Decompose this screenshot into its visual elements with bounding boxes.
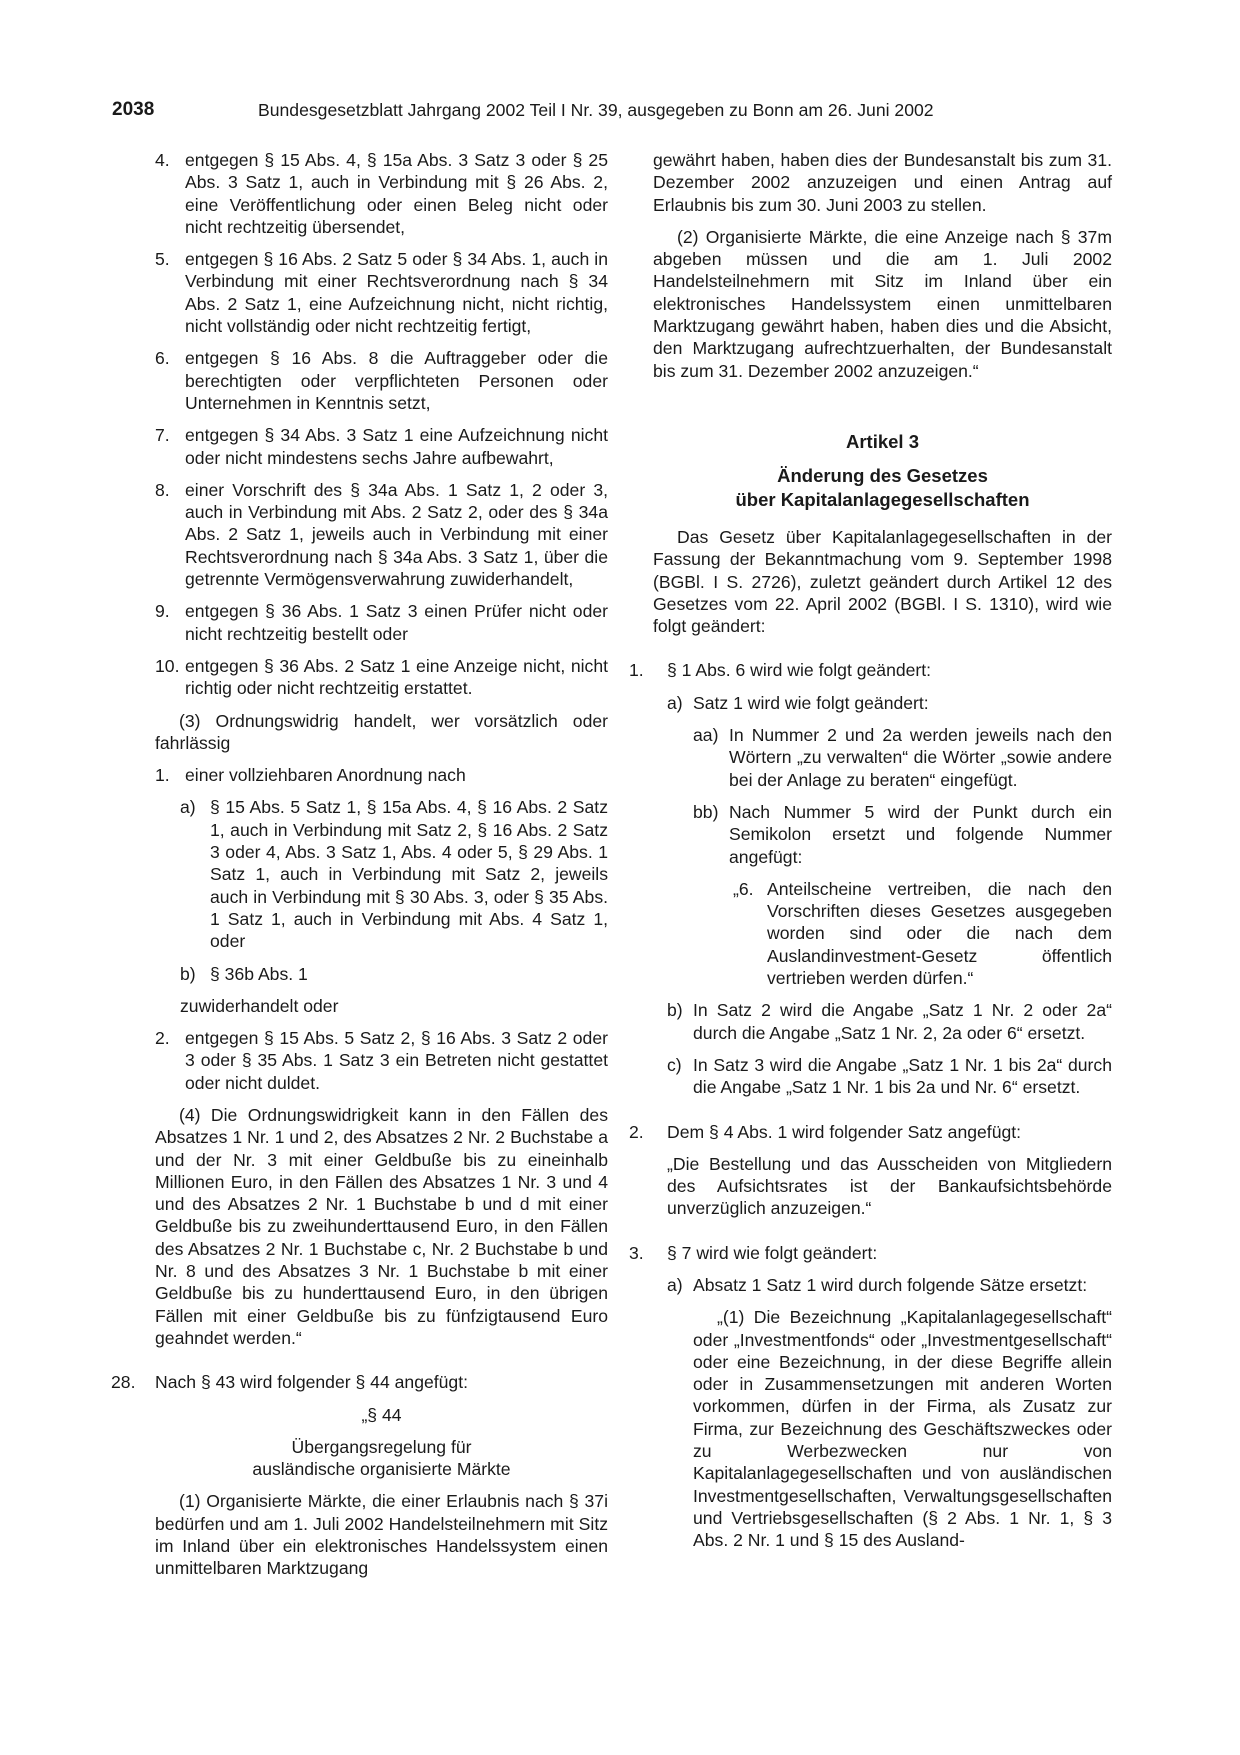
item-text: entgegen § 15 Abs. 4, § 15a Abs. 3 Satz 3 oder § 25 Abs. 3 Satz 1, auch in Verbindung mit § 26 Abs. 2, eine Veröffentlichung oder einen Beleg nicht oder nicht rechtzeitig übersendet, <box>185 150 608 237</box>
list-item <box>155 248 608 337</box>
item-number: 1. <box>155 765 170 786</box>
item-number: 3. <box>629 1242 644 1263</box>
item-text: In Satz 3 wird die Angabe „Satz 1 Nr. 1 bis 2a“ durch die Angabe „Satz 1 Nr. 1 bis 2a und Nr. 6“ ersetzt. <box>693 1054 1112 1098</box>
item-number: „6. <box>733 878 754 899</box>
list-item <box>667 1054 1112 1099</box>
list-item <box>180 963 608 985</box>
section-44-paragraph-1: (1) Organisierte Märkte, die einer Erlaubnis nach § 37i bedürfen und am 1. Juli 2002 Handelsteilnehmern mit Sitz im Inland über ein elektronisches Handelssystem einen unmittelbaren Marktzugang <box>155 1491 608 1579</box>
running-head: Bundesgesetzblatt Jahrgang 2002 Teil I Nr. 39, ausgegeben zu Bonn am 26. Juni 2002 <box>258 100 934 120</box>
item-number: a) <box>667 1274 683 1295</box>
paragraph-4: (4) Die Ordnungswidrigkeit kann in den Fällen des Absatzes 1 Nr. 1 und 2, des Absatzes 2 Nr. 2 Buchstabe a und der Nr. 3 mit einer Geldbuße bis zu eineinhalb Millionen Euro, in den Fällen des Absatzes 1 Nr. 3 und 4 und des Absatzes 2 Nr. 1 Buchstabe b und d mit einer Geldbuße bis zu zweihunderttausend Euro, in den Fällen des Absatzes 2 Nr. 1 Buchstabe c, Nr. 2 Buchstabe b und Nr. 8 und des Absatzes 3 Nr. 1 Buchstabe b mit einer Geldbuße bis zu hunderttausend Euro, in den übrigen Fällen mit einer Geldbuße bis zu fünfzigtausend Euro geahndet werden.“ <box>155 1104 608 1348</box>
list-item <box>155 149 608 238</box>
continuation-text: gewährt haben, haben dies der Bundesanstalt bis zum 31. Dezember 2002 anzuzeigen und einen Antrag auf Erlaubnis bis zum 30. Juni 2003 zu stellen. <box>653 150 1112 215</box>
item-text: § 36b Abs. 1 <box>210 963 308 984</box>
item-text: entgegen § 34 Abs. 3 Satz 1 eine Aufzeichnung nicht oder nicht mindestens sechs Jahre aufbewahrt, <box>185 425 608 468</box>
item-number: bb) <box>693 801 719 822</box>
item-text: Anteilscheine vertreiben, die nach den Vorschriften dieses Gesetzes ausgegeben worden sind oder die nach dem Auslandinvestment-Gesetz öffentlich vertrieben werden dürfen.“ <box>767 878 1112 989</box>
item-text: § 7 wird wie folgt geändert: <box>667 1242 878 1263</box>
item-number: 2. <box>155 1028 170 1049</box>
item-text: entgegen § 16 Abs. 2 Satz 5 oder § 34 Abs. 1, auch in Verbindung mit einer Rechtsverordnung nach § 34 Abs. 2 Satz 1, eine Aufzeichnung nicht, nicht richtig, nicht vollständig oder nicht rechtzeitig fertigt, <box>185 249 608 337</box>
list-item <box>629 659 1112 681</box>
item-number: 4. <box>155 150 170 170</box>
item-text: entgegen § 36 Abs. 1 Satz 3 einen Prüfer nicht oder nicht rechtzeitig bestellt oder <box>185 601 608 644</box>
item-number: 8. <box>155 479 170 500</box>
item-number: c) <box>667 1054 682 1075</box>
list-item <box>155 424 608 469</box>
item-number: a) <box>180 797 196 818</box>
list-item <box>155 600 608 645</box>
item-text: Dem § 4 Abs. 1 wird folgender Satz angefügt: <box>667 1121 1022 1142</box>
item-number: 9. <box>155 601 170 622</box>
item-number: b) <box>180 963 196 984</box>
item-text: Satz 1 wird wie folgt geändert: <box>693 692 929 713</box>
item-number: 2. <box>629 1121 644 1142</box>
item-text: Absatz 1 Satz 1 wird durch folgende Sätze ersetzt: <box>693 1274 1088 1295</box>
item-number: b) <box>667 1000 683 1021</box>
item-text: einer vollziehbaren Anordnung nach <box>185 765 466 786</box>
item-number: 7. <box>155 425 170 446</box>
list-item <box>155 1027 608 1094</box>
article-label: Artikel 3 <box>845 430 919 452</box>
item-text: In Nummer 2 und 2a werden jeweils nach den Wörtern „zu verwalten“ die Wörter „sowie andere bei der Anlage zu beraten“ eingefügt. <box>729 725 1112 790</box>
item-number: a) <box>667 692 683 713</box>
list-item <box>693 801 1112 868</box>
section-44-title-line1: Übergangsregelung für <box>291 1436 472 1457</box>
section-44-title-line2: ausländische organisierte Märkte <box>252 1459 511 1480</box>
item-text: Nach Nummer 5 wird der Punkt durch ein Semikolon ersetzt und folgende Nummer angefügt: <box>729 801 1112 867</box>
list-item <box>155 764 608 786</box>
list-item <box>629 1242 1112 1264</box>
paragraph-3: (3) Ordnungswidrig handelt, wer vorsätzlich oder fahrlässig <box>155 710 608 753</box>
list-item <box>629 1121 1112 1143</box>
article-intro: Das Gesetz über Kapitalanlagegesellschaften in der Fassung der Bekanntmachung vom 9. September 1998 (BGBl. I S. 2726), zuletzt geändert durch Artikel 12 des Gesetzes vom 22. April 2002 (BGBl. I S. 1310), wird wie folgt geändert: <box>653 526 1112 637</box>
quote-text: „Die Bestellung und das Ausscheiden von Mitgliedern des Aufsichtsrates ist der Bankaufsichtsbehörde unverzüglich anzuzeigen.“ <box>667 1153 1112 1219</box>
list-item <box>733 878 1112 989</box>
section-44-paragraph-2: (2) Organisierte Märkte, die eine Anzeige nach § 37m abgeben müssen und die am 1. Juli 2002 Handelsteilnehmern mit Sitz im Inland über ein elektronisches Handelssystem einen unmittelbaren Marktzugang gewährt haben, haben dies und die Absicht, den Marktzugang aufrechtzuerhalten, der Bundesanstalt bis zum 31. Dezember 2002 anzuzeigen.“ <box>653 226 1112 381</box>
section-44-heading: „§ 44 <box>361 1404 402 1425</box>
list-item <box>155 479 608 590</box>
item-text: entgegen § 15 Abs. 5 Satz 2, § 16 Abs. 3 Satz 2 oder 3 oder § 35 Abs. 1 Satz 3 ein Betreten nicht gestattet oder nicht duldet. <box>185 1028 608 1093</box>
list-item <box>667 692 1112 714</box>
item-number: aa) <box>693 725 719 746</box>
item-text: § 15 Abs. 5 Satz 1, § 15a Abs. 4, § 16 Abs. 2 Satz 1, auch in Verbindung mit Satz 2, § 16 Abs. 2 Satz 3 oder 4, Abs. 3 Satz 1, Abs. 4 oder 5, § 29 Abs. 1 Satz 1, auch in Verbindung mit Satz 2, jeweils auch in Verbindung mit § 30 Abs. 3, oder § 35 Abs. 1 Satz 1, auch in Verbindung mit Abs. 4 Satz 1, oder <box>210 797 608 952</box>
item-text: entgegen § 36 Abs. 2 Satz 1 eine Anzeige nicht, nicht richtig oder nicht rechtzeitig erstattet. <box>185 655 608 699</box>
zuwiderhandelt-text: zuwiderhandelt oder <box>180 995 339 1016</box>
right-column <box>629 149 1112 1562</box>
article-title-line1: Änderung des Gesetzes <box>777 464 988 486</box>
item-number: 6. <box>155 348 170 369</box>
page-header <box>112 99 1112 125</box>
item-text: einer Vorschrift des § 34a Abs. 1 Satz 1, 2 oder 3, auch in Verbindung mit Abs. 2 Satz 2, oder des § 34a Abs. 2 Satz 1, jeweils auch in Verbindung mit einer Rechtsverordnung nach § 34a Abs. 3 Satz 1, über die getrennte Vermögensverwahrung zuwiderhandelt, <box>185 479 608 590</box>
item-number: 5. <box>155 249 170 270</box>
quote-text: „(1) Die Bezeichnung „Kapitalanlagegesellschaft“ oder „Investmentfonds“ oder „Investmentgesellschaft“ oder eine Bezeichnung, in der diese Begriffe allein oder in Zusammensetzungen mit anderen Worten vorkommen, dürfen in der Firma, als Zusatz zur Firma, zur Bezeichnung des Geschäftszweckes oder zu Werbezwecken nur von Kapitalanlagegesellschaften und von ausländischen Investmentgesellschaften, Verwaltungsgesellschaften und Vertriebsgesellschaften (§ 2 Abs. 1 Nr. 1, § 3 Abs. 2 Nr. 1 und § 15 des Ausland- <box>693 1307 1112 1551</box>
left-column <box>111 149 608 1590</box>
item-number: 28. <box>111 1372 136 1393</box>
list-item <box>693 724 1112 791</box>
item-number: 10. <box>155 655 180 676</box>
list-item <box>667 999 1112 1044</box>
article-title-line2: über Kapitalanlagegesellschaften <box>735 488 1030 510</box>
list-item <box>155 347 608 414</box>
left-item-list <box>155 149 608 700</box>
list-item <box>667 1274 1112 1296</box>
item-text: In Satz 2 wird die Angabe „Satz 1 Nr. 2 oder 2a“ durch die Angabe „Satz 1 Nr. 2, 2a oder 6“ ersetzt. <box>693 1000 1112 1043</box>
item-number: 1. <box>629 660 644 681</box>
item-text: entgegen § 16 Abs. 8 die Auftraggeber oder die berechtigten oder verpflichteten Personen oder Unternehmen in Kenntnis setzt, <box>185 348 608 413</box>
page-number: 2038 <box>112 99 155 120</box>
list-item <box>155 655 608 700</box>
list-item <box>180 796 608 952</box>
item-text: § 1 Abs. 6 wird wie folgt geändert: <box>667 660 932 681</box>
item-text: Nach § 43 wird folgender § 44 angefügt: <box>155 1372 468 1393</box>
list-item <box>111 1371 608 1393</box>
